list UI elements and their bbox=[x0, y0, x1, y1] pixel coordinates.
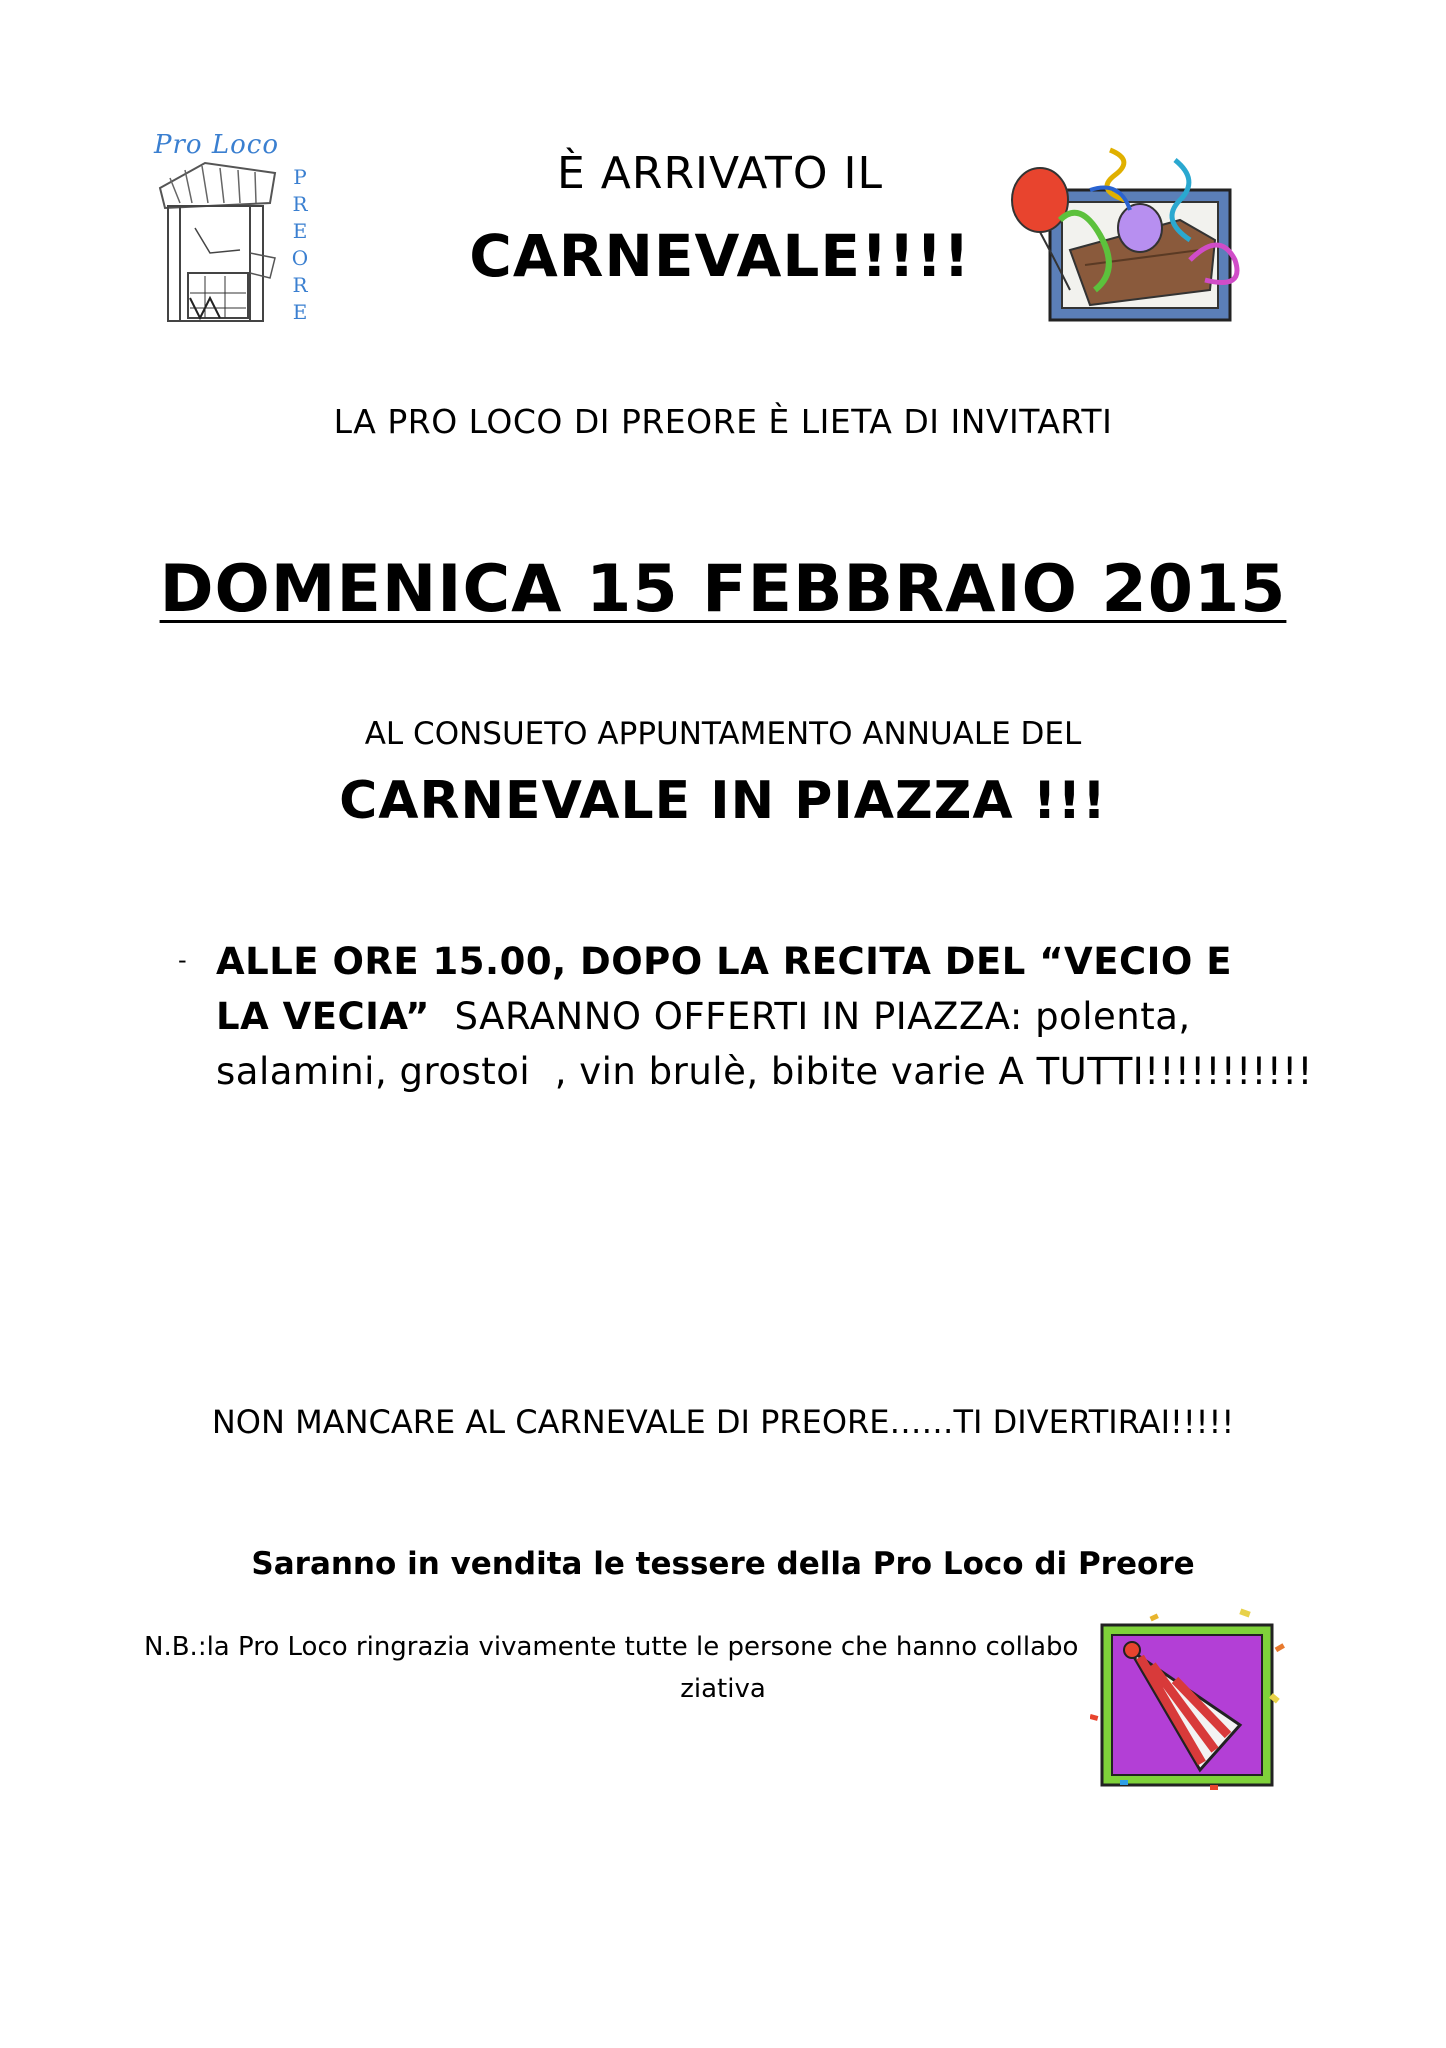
bullet-line-2-bold: LA VECIA” bbox=[216, 995, 430, 1038]
bullet-line-3: salamini, grostoi , vin brulè, bibite varie A TUTTI!!!!!!!!!!! bbox=[216, 1050, 1313, 1093]
logo-letter: E bbox=[292, 300, 308, 324]
pro-loco-logo bbox=[150, 130, 320, 330]
note-line-2: ziativa bbox=[680, 1674, 766, 1704]
logo-letter: O bbox=[291, 246, 309, 270]
appointment-text: AL CONSUETO APPUNTAMENTO ANNUALE DEL bbox=[364, 716, 1082, 752]
balloons-box-icon bbox=[1000, 140, 1240, 330]
party-hat-icon bbox=[1090, 1595, 1290, 1795]
reminder-text: NON MANCARE AL CARNEVALE DI PREORE……TI DIVERTIRAI!!!!! bbox=[211, 1403, 1235, 1441]
bullet-marker: - bbox=[178, 946, 187, 974]
bullet-line-2-rest: SARANNO OFFERTI IN PIAZZA: polenta, bbox=[429, 995, 1191, 1038]
invite-text: LA PRO LOCO DI PREORE È LIETA DI INVITARTI bbox=[333, 402, 1113, 441]
well-sketch-icon bbox=[150, 158, 290, 328]
bullet-line-1: ALLE ORE 15.00, DOPO LA RECITA DEL “VECIO E bbox=[216, 940, 1233, 983]
logo-letter: R bbox=[292, 273, 308, 297]
membership-cards-text: Saranno in vendita le tessere della Pro Loco di Preore bbox=[251, 1546, 1195, 1582]
logo-text: Pro Loco bbox=[154, 130, 279, 160]
title-line-2: CARNEVALE!!!! bbox=[469, 222, 971, 290]
logo-vertical-text bbox=[290, 164, 310, 326]
event-name: CARNEVALE IN PIAZZA !!! bbox=[339, 771, 1107, 831]
logo-letter: R bbox=[292, 192, 308, 216]
bullet-line-2 bbox=[216, 995, 1191, 1038]
logo-letter: E bbox=[292, 219, 308, 243]
logo-letter: P bbox=[293, 165, 307, 189]
event-date-text: DOMENICA 15 FEBBRAIO 2015 bbox=[159, 552, 1287, 627]
event-date bbox=[0, 552, 1446, 627]
note-line-1: N.B.:la Pro Loco ringrazia vivamente tutte le persone che hanno collabo bbox=[144, 1632, 1079, 1662]
title-line-1: È ARRIVATO IL bbox=[557, 148, 883, 199]
